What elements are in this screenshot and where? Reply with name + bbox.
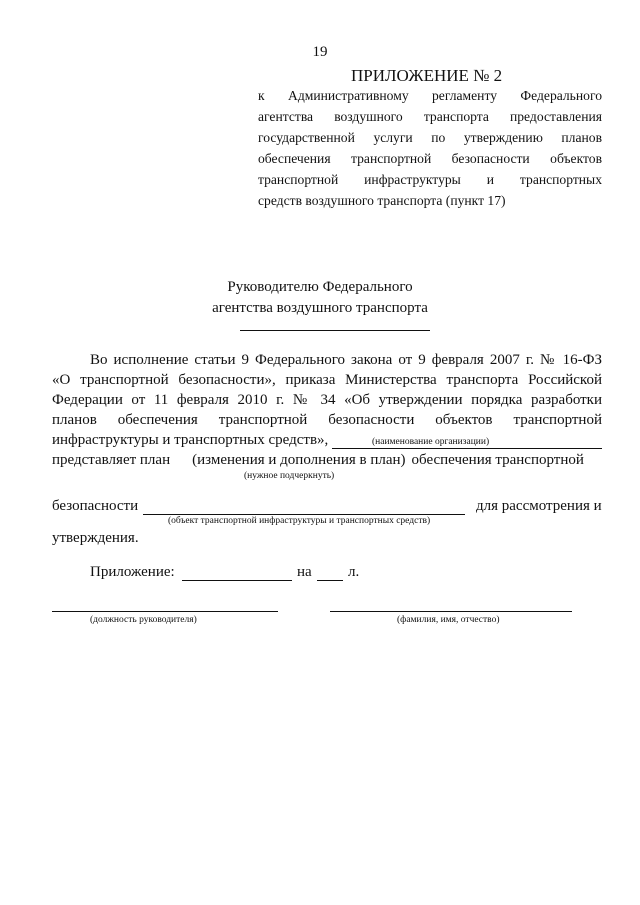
name-caption: (фамилия, имя, отчество) [397,615,500,625]
approval-text: утверждения. [52,530,139,546]
appendix-title: ПРИЛОЖЕНИЕ № 2 [351,66,503,85]
underline-caption: (нужное подчеркнуть) [244,471,335,481]
body-line: инфраструктуры и транспортных средств», [52,432,329,448]
body-line: планов обеспечения транспортной безопасности объектов транспортной [52,412,602,428]
appendix-line: средств воздушного транспорта (пункт 17) [258,193,506,208]
position-caption: (должность руководителя) [90,615,197,625]
addressee-name-field [240,330,430,331]
sheets-abbrev: л. [348,564,360,580]
security-label: безопасности [52,498,139,514]
addressee-line: Руководителю Федерального [227,279,413,295]
appendix-line: транспортной инфраструктуры и транспортных [258,172,602,187]
organization-name-field [332,448,602,449]
appendix-line: государственной услуги по утверждению планов [258,130,602,145]
represents-text: представляет план [52,452,171,468]
object-name-field [143,514,465,515]
page-number: 19 [312,44,328,60]
body-line: Во исполнение статьи 9 Федерального закона от 9 февраля 2007 г. № 16-ФЗ [90,352,602,368]
organization-caption: (наименование организации) [372,437,490,447]
body-line: Федерации от 11 февраля 2010 г. № 34 «Об утверждении порядка разработки [52,392,602,408]
name-signature-line [330,611,572,612]
position-signature-line [52,611,278,612]
attachment-on-text: на [297,564,312,580]
appendix-line: обеспечения транспортной безопасности объектов [258,151,602,166]
plan-options-text: (изменения и дополнения в план) [192,452,406,468]
addressee-line: агентства воздушного транспорта [212,300,428,316]
attachment-label: Приложение: [90,564,175,580]
represents-line [52,452,602,469]
object-caption: (объект транспортной инфраструктуры и транспортных средств) [168,516,431,526]
plan-purpose-text: обеспечения транспортной [411,452,584,468]
for-review-text: для рассмотрения и [476,498,602,514]
appendix-line: к Административному регламенту Федерального [258,88,602,103]
body-line: «О транспортной безопасности», приказа Министерства транспорта Российской [52,372,602,388]
sheet-count-field [317,580,343,581]
attachment-field [182,580,292,581]
appendix-line: агентства воздушного транспорта предоставления [258,109,602,124]
